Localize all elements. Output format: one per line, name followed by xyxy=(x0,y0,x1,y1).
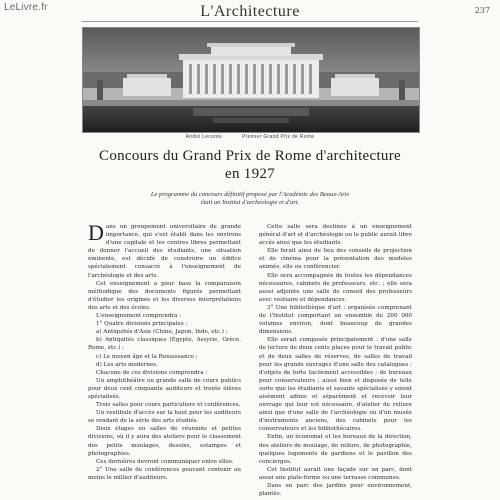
paragraph: Chacune de ces divisions comprendra : xyxy=(96,369,208,376)
paragraph: Cet enseignement a pour base la comparaison méthodique des documents figurés permettant d'étudier les origines et les diverses interprétations des arts et des écoles. xyxy=(88,280,241,311)
paragraph: 1° Quatre divisions principales : xyxy=(96,321,188,328)
article-intro xyxy=(128,191,372,207)
text-column-right xyxy=(259,223,412,498)
paragraph: Enfin, un économat et les bureaux de la direction, des ateliers de moulage, de reliure, de photographie, quelques logements de gardiens et le pavillon des concierges. xyxy=(259,434,412,465)
paragraph: b) Antiquités classiques (Égypte, Assyrie, Grèce, Rome, etc.) ; xyxy=(88,337,241,352)
building-illustration xyxy=(83,28,419,132)
paragraph: Cet Institut aurait une façade sur un parc, dont aussi une plate-forme ou une terrasse communes. xyxy=(259,466,412,481)
paragraph: 2° Une salle de conférences pouvant contenir au moins le millier d'auditeurs. xyxy=(88,466,241,481)
drop-cap: D xyxy=(88,223,104,245)
watermark-text: LeLivre.fr xyxy=(4,2,48,13)
intro-line1: Le programme du concours définitif proposé par l'Académie des Beaux-Arts xyxy=(150,191,350,198)
paragraph: Dans un parc des jardins pour environnement, plantés. xyxy=(259,483,412,498)
article-title-line1: Concours du Grand Prix de Rome d'architecture xyxy=(99,148,401,164)
paragraph: Trois salles pour cours particuliers et conférences. xyxy=(96,402,241,409)
paragraph: 3° Une bibliothèque d'art : organisée comprenant de l'Institut comportant un ensemble de 200 000 volumes environ, dont beaucoup de grandes dimensions. xyxy=(259,304,412,336)
paragraph: a) Antiquités d'Asie (Chine, Japon, Inde, etc.) ; xyxy=(96,329,228,336)
photo-caption xyxy=(82,134,418,140)
paragraph: Deux étages ou salles de réunions et petites divisions, où il y aura des ateliers pour le classement des petits moulages, dessins, estampes et photographies. xyxy=(88,426,241,457)
text-column-left xyxy=(88,223,241,498)
paragraph: Cette salle sera destinée à un enseignement général d'art et d'archéologie ou le public aurait libre accès ainsi que les étudiants. xyxy=(259,224,412,247)
paragraph: Un vestibule d'accès sur la haut pour les auditeurs se rendant de la série des arts étudiés. xyxy=(88,410,241,425)
caption-prize: Premier Grand Prix de Rome xyxy=(242,134,315,140)
intro-line2: était un Institut d'archéologie et d'art. xyxy=(200,199,300,206)
paragraph: d) Les arts modernes. xyxy=(96,361,158,368)
paragraph: L'enseignement comprendra : xyxy=(96,313,182,320)
paragraph: c) Le moyen âge et la Renaissance ; xyxy=(96,353,198,360)
page-number: 237 xyxy=(474,6,490,15)
caption-author: André Leconte xyxy=(185,134,223,140)
paragraph: Dans un groupement universitaire de grande importance, qui s'est établi dans les environs d'une capitale et les centres libres permettant de donner l'accueil des étudiants, une situation éminente, est décidé de construire un édifice spécialement consacré à l'enseignement de l'archéologie et des arts. xyxy=(88,223,241,279)
header-rule xyxy=(82,21,418,22)
running-title: L'Architecture xyxy=(200,3,300,20)
article-title-line2: en 1927 xyxy=(224,166,275,182)
article-title xyxy=(60,147,440,183)
paragraph: Elle sera accompagnée de toutes les dépendances nécessaires, cabinets de professeurs, etc. ; elle sera aussi adjointe une salle de conseil des professeurs avec vestiaire et dépendances. xyxy=(259,272,412,303)
paragraph: Ces dernières devront communiquer entre elles. xyxy=(96,458,234,465)
paragraph: Elle ferait ainsi de lieu des conseils de projection et de cinéma pour la présentation des modèles animés, elle ou conférencier. xyxy=(259,248,412,271)
paragraph: Elle serait composée principalement : d'une salle de lecture de deux cents places pour le travail public et de deux salles de réserves, de salles de travail pour les grands ouvrages d'une salle des catalogues ; d'objets de forte facilement accessibles ; de bureaux pour conservateurs ; aussi bien et disposée de telle sorte que les étudiants et savants spécialisés y soient aisément admis et séparément et recevoir leur ouvrage qui leur est nécessaire, d'atelier de reliure ainsi que d'une salle de l'archéologie ou d'un musée d'instruments anciens, des cabinets pour les conservateurs et les bibliothécaires. xyxy=(259,337,412,433)
paragraph: Un amphithéâtre ou grande salle de cours publics pour deux cent cinquante auditeurs et trente élèves spécialisés. xyxy=(88,377,241,400)
architecture-photo xyxy=(82,27,420,133)
